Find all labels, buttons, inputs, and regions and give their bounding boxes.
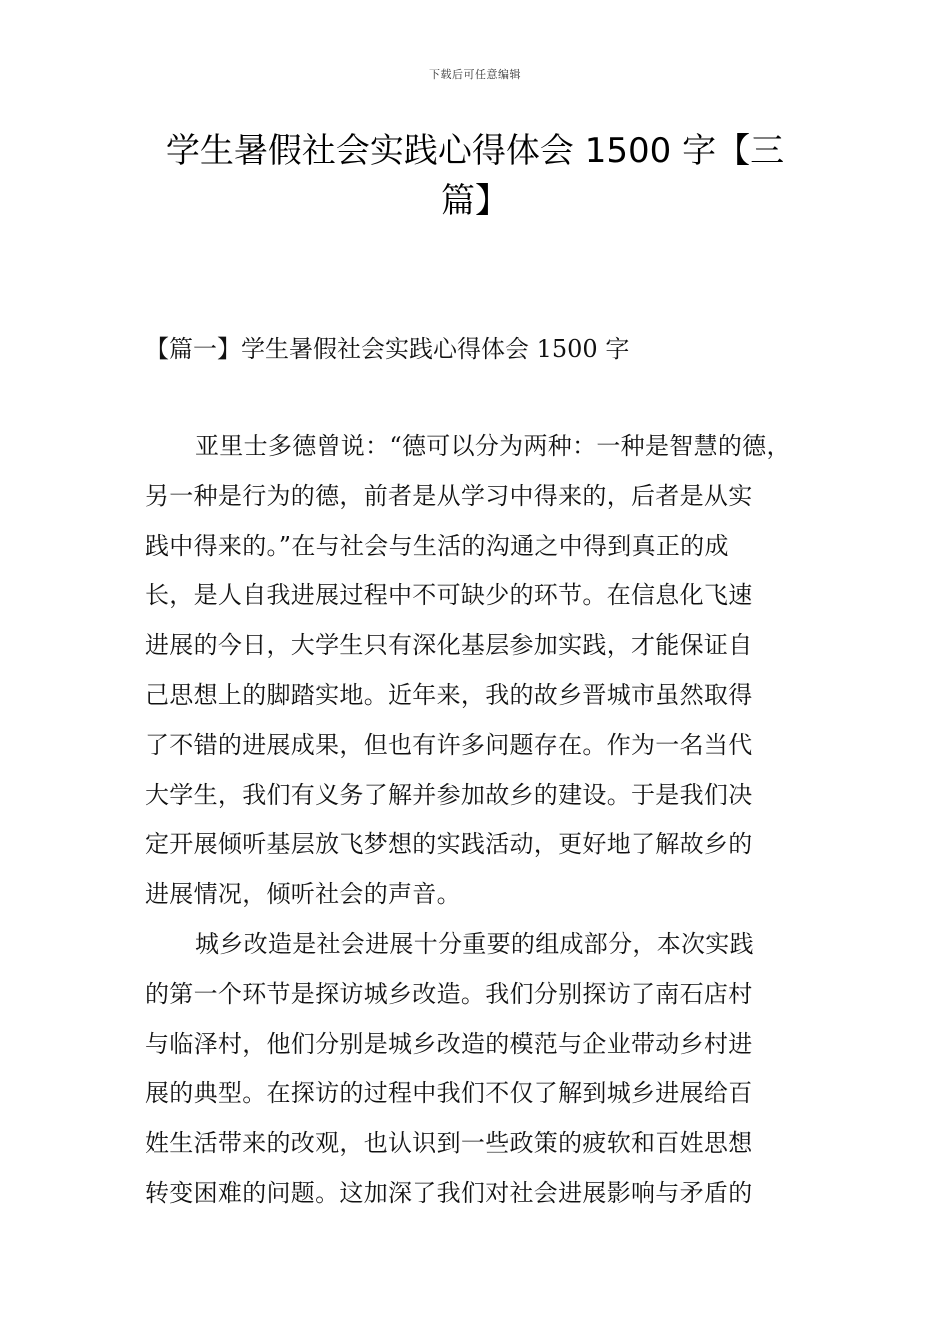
paragraph-line: 亚里士多德曾说：“德可以分为两种：一种是智慧的德，: [195, 432, 791, 460]
paragraph-line: 了不错的进展成果，但也有许多问题存在。作为一名当代: [145, 730, 753, 759]
paragraph-line: 姓生活带来的改观，也认识到一些政策的疲软和百姓思想: [145, 1129, 753, 1158]
paragraph-line: 进展情况，倾听社会的声音。: [145, 880, 461, 909]
section-heading: 【篇一】学生暑假社会实践心得体会 1500 字: [145, 335, 630, 363]
paragraph-line: 与临泽村，他们分别是城乡改造的模范与企业带动乡村进: [145, 1029, 753, 1058]
paragraph-line: 转变困难的问题。这加深了我们对社会进展影响与矛盾的: [145, 1178, 753, 1207]
body-text: [145, 422, 805, 1219]
paragraph-line: 城乡改造是社会进展十分重要的组成部分，本次实践: [195, 929, 754, 958]
document-title: [150, 126, 800, 226]
title-line: 篇】: [441, 181, 509, 221]
paragraph-line: 另一种是行为的德，前者是从学习中得来的，后者是从实: [145, 481, 753, 510]
paragraph-line: 进展的今日，大学生只有深化基层参加实践，才能保证自: [145, 631, 753, 660]
paragraph-line: 定开展倾听基层放飞梦想的实践活动，更好地了解故乡的: [145, 830, 753, 859]
paragraph-line: 的第一个环节是探访城乡改造。我们分别探访了南石店村: [145, 979, 753, 1008]
paragraph-line: 大学生，我们有义务了解并参加故乡的建设。于是我们决: [145, 780, 753, 809]
title-line: 学生暑假社会实践心得体会 1500 字【三: [165, 131, 785, 171]
paragraph-line: 己思想上的脚踏实地。近年来，我的故乡晋城市虽然取得: [145, 680, 753, 709]
paragraph-line: 展的典型。在探访的过程中我们不仅了解到城乡进展给百: [145, 1079, 753, 1108]
paragraph-line: 践中得来的。”在与社会与生活的沟通之中得到真正的成: [145, 531, 729, 560]
header-note: 下载后可任意编辑: [429, 68, 521, 81]
paragraph-line: 长，是人自我进展过程中不可缺少的环节。在信息化飞速: [145, 581, 753, 610]
